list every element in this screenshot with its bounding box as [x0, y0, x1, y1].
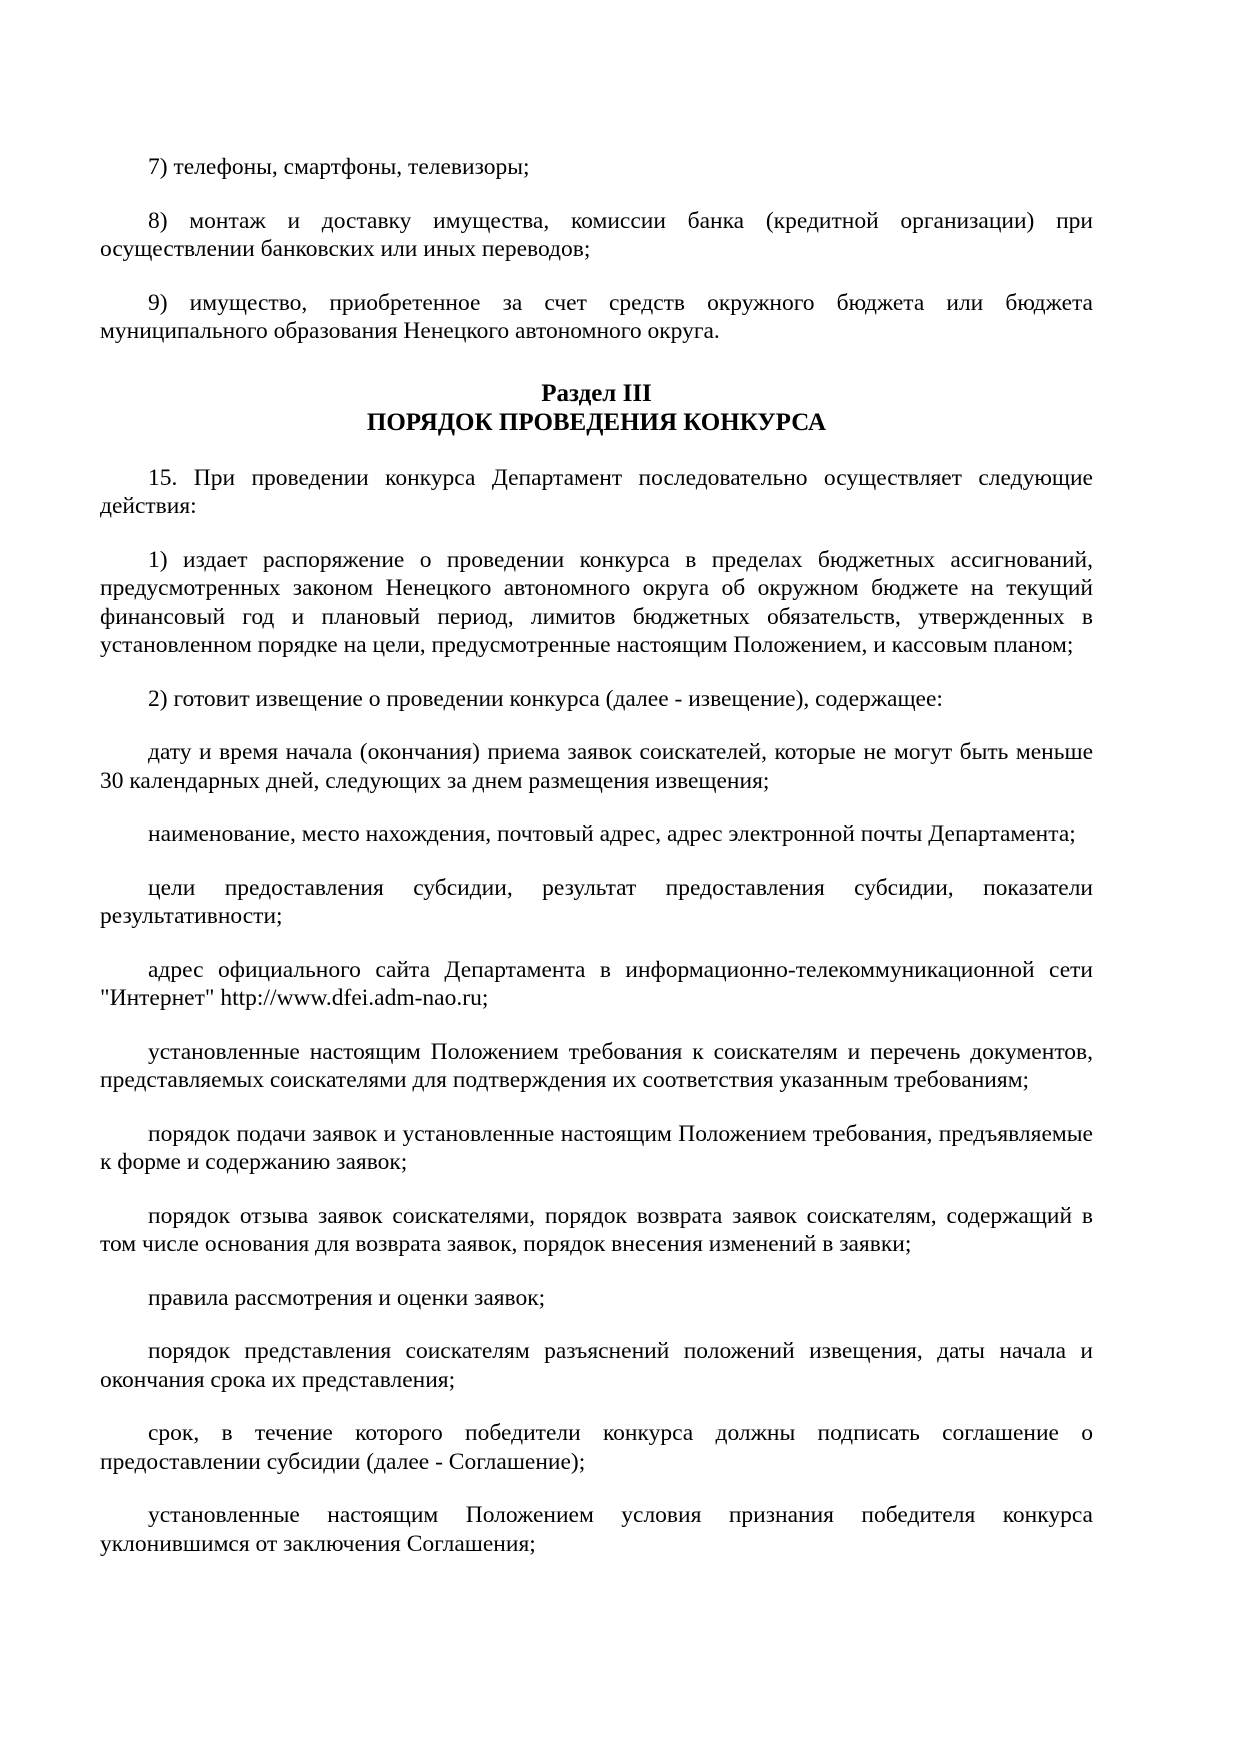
paragraph: правила рассмотрения и оценки заявок;: [148, 1284, 546, 1311]
list-item-8: 8) монтаж и доставку имущества, комиссии банка (кредитной организации) при осуществлении банковских или иных переводов;: [100, 207, 1093, 262]
list-item-9: 9) имущество, приобретенное за счет средств окружного бюджета или бюджета муниципального образования Ненецкого автономного округа.: [100, 289, 1093, 344]
paragraph: порядок подачи заявок и установленные настоящим Положением требования, предъявляемые к форме и содержанию заявок;: [100, 1120, 1093, 1175]
list-item-7: 7) телефоны, смартфоны, телевизоры;: [148, 154, 530, 180]
paragraph: адрес официального сайта Департамента в информационно-телекоммуникационной сети "Интернет" http://www.dfei.adm-nao.ru;: [100, 956, 1093, 1011]
paragraph: порядок представления соискателям разъяснений положений извещения, даты начала и окончания срока их представления;: [100, 1338, 1093, 1393]
paragraph: 1) издает распоряжение о проведении конкурса в пределах бюджетных ассигнований, предусмотренных законом Ненецкого автономного округа об окружном бюджете на текущий финансовый год и плановый период, лимитов бюджетных обязательств, утвержденных в установленном порядке на цели, предусмотренные настоящим Положением, и кассовым планом;: [100, 546, 1093, 658]
paragraph: цели предоставления субсидии, результат предоставления субсидии, показатели результативности;: [100, 874, 1093, 929]
paragraph: установленные настоящим Положением условия признания победителя конкурса уклонившимся от заключения Соглашения;: [100, 1502, 1093, 1557]
paragraph: срок, в течение которого победители конкурса должны подписать соглашение о предоставлении субсидии (далее - Соглашение);: [100, 1420, 1093, 1475]
paragraph: дату и время начала (окончания) приема заявок соискателей, которые не могут быть меньше 30 календарных дней, следующих за днем размещения извещения;: [100, 739, 1093, 794]
paragraph-15: 15. При проведении конкурса Департамент последовательно осуществляет следующие действия:: [100, 464, 1093, 519]
section-number: Раздел III: [541, 379, 652, 407]
document-page: [100, 153, 1093, 1583]
section-heading: [100, 379, 1093, 437]
paragraph: наименование, место нахождения, почтовый адрес, адрес электронной почты Департамента;: [148, 821, 1076, 847]
paragraph: 2) готовит извещение о проведении конкурса (далее - извещение), содержащее:: [148, 685, 943, 712]
section-title: ПОРЯДОК ПРОВЕДЕНИЯ КОНКУРСА: [366, 408, 827, 436]
paragraph: установленные настоящим Положением требования к соискателям и перечень документов, представляемых соискателями для подтверждения их соответствия указанным требованиям;: [100, 1038, 1093, 1093]
paragraph: порядок отзыва заявок соискателями, порядок возврата заявок соискателям, содержащий в том числе основания для возврата заявок, порядок внесения изменений в заявки;: [100, 1202, 1093, 1257]
